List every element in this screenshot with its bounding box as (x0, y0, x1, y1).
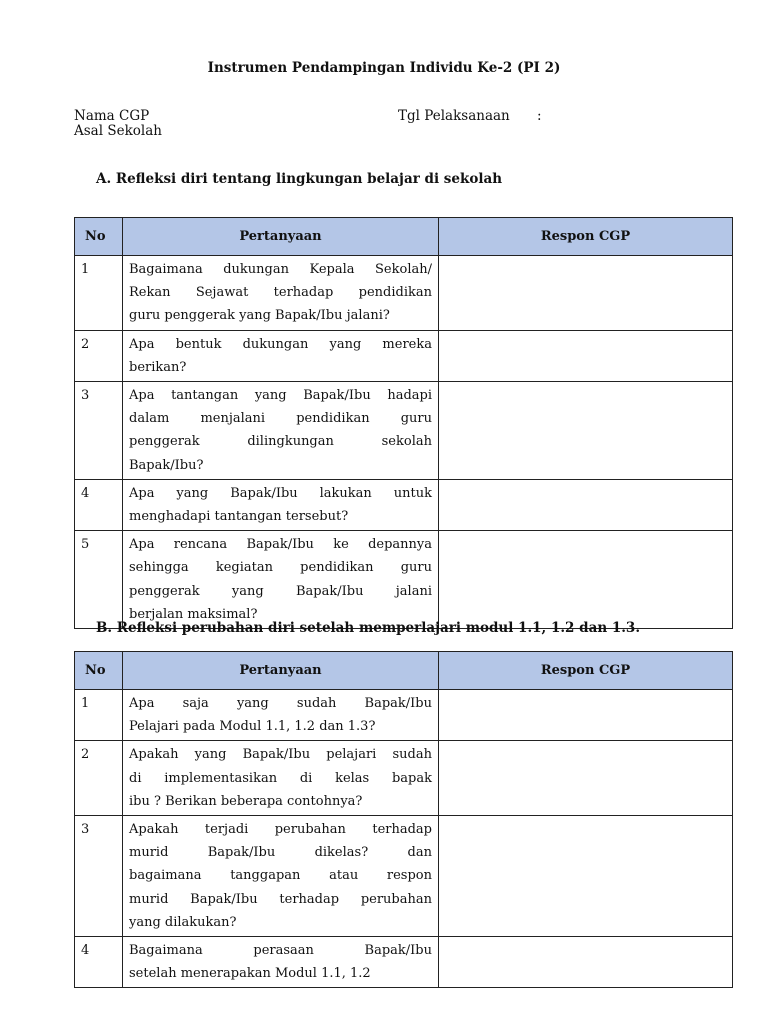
section-a-table (74, 217, 733, 629)
question-line: Rekan Sejawat terhadap pendidikan (129, 285, 432, 301)
question-line: Apakah yang Bapak/Ibu pelajari sudah (129, 747, 432, 763)
question-line: Bagaimana perasaan Bapak/Ibu (129, 943, 432, 959)
question-line: setelah menerapakan Modul 1.1, 1.2 (129, 966, 371, 982)
tgl-pelaksanaan-separator: : (537, 108, 542, 124)
question-line: Bagaimana dukungan Kepala Sekolah/ (129, 262, 432, 277)
question-line: dalam menjalani pendidikan guru (129, 411, 432, 427)
question-line: guru penggerak yang Bapak/Ibu jalani? (129, 308, 390, 324)
table-row (75, 382, 733, 480)
table-header-row (75, 652, 733, 690)
row-number: 4 (75, 479, 123, 530)
question-cell (123, 330, 439, 381)
section-b-title: B. Refleksi perubahan diri setelah memperlajari modul 1.1, 1.2 dan 1.3. (96, 620, 641, 636)
question-cell (123, 256, 439, 331)
section-b-table (74, 651, 733, 988)
row-number: 5 (75, 531, 123, 629)
row-number: 3 (75, 816, 123, 937)
table-row (75, 330, 733, 381)
table-row (75, 741, 733, 816)
question-line: Bapak/Ibu? (129, 457, 204, 473)
response-cell[interactable] (439, 937, 733, 988)
response-cell[interactable] (439, 531, 733, 629)
question-line: menghadapi tantangan tersebut? (129, 509, 349, 525)
row-number: 1 (75, 690, 123, 741)
question-cell (123, 531, 439, 629)
table-row (75, 256, 733, 331)
document-title: Instrumen Pendampingan Individu Ke-2 (PI 2) (207, 60, 561, 76)
table-header-row (75, 218, 733, 256)
question-cell (123, 382, 439, 480)
response-cell[interactable] (439, 816, 733, 937)
question-cell (123, 479, 439, 530)
question-line: Apa bentuk dukungan yang mereka (129, 336, 432, 352)
table-row (75, 937, 733, 988)
question-line: Apa tantangan yang Bapak/Ibu hadapi (129, 388, 432, 404)
question-line: bagaimana tanggapan atau respon (129, 868, 432, 884)
question-line: ibu ? Berikan beberapa contohnya? (129, 793, 363, 809)
question-line: murid Bapak/Ibu terhadap perubahan (129, 891, 432, 907)
question-line: sehingga kegiatan pendidikan guru (129, 560, 432, 576)
response-cell[interactable] (439, 256, 733, 331)
response-cell[interactable] (439, 690, 733, 741)
question-line: Apakah terjadi perubahan terhadap (129, 822, 432, 838)
question-line: di implementasikan di kelas bapak (129, 770, 432, 786)
nama-cgp-label: Nama CGP (74, 108, 150, 124)
question-cell (123, 690, 439, 741)
table-row (75, 690, 733, 741)
question-line: Pelajari pada Modul 1.1, 1.2 dan 1.3? (129, 719, 376, 735)
question-line: Apa yang Bapak/Ibu lakukan untuk (129, 485, 432, 501)
response-cell[interactable] (439, 382, 733, 480)
question-line: murid Bapak/Ibu dikelas? dan (129, 845, 432, 861)
column-header-question: Pertanyaan (123, 218, 439, 256)
question-line: Apa saja yang sudah Bapak/Ibu (129, 696, 432, 711)
asal-sekolah-label: Asal Sekolah (74, 123, 162, 139)
column-header-no: No (75, 218, 123, 256)
table-row (75, 479, 733, 530)
row-number: 1 (75, 256, 123, 331)
response-cell[interactable] (439, 479, 733, 530)
question-line: penggerak dilingkungan sekolah (129, 434, 432, 450)
question-cell (123, 741, 439, 816)
tgl-pelaksanaan-label: Tgl Pelaksanaan (398, 108, 510, 124)
column-header-response: Respon CGP (439, 218, 733, 256)
response-cell[interactable] (439, 741, 733, 816)
column-header-no: No (75, 652, 123, 690)
row-number: 4 (75, 937, 123, 988)
column-header-response: Respon CGP (439, 652, 733, 690)
question-line: Apa rencana Bapak/Ibu ke depannya (129, 537, 432, 553)
question-cell (123, 816, 439, 937)
section-a-title: A. Refleksi diri tentang lingkungan belajar di sekolah (96, 171, 503, 187)
row-number: 3 (75, 382, 123, 480)
question-line: penggerak yang Bapak/Ibu jalani (129, 583, 432, 599)
question-line: berikan? (129, 359, 187, 375)
question-line: berjalan maksimal? (129, 606, 258, 622)
response-cell[interactable] (439, 330, 733, 381)
question-cell (123, 937, 439, 988)
question-line: yang dilakukan? (129, 914, 237, 930)
table-row (75, 531, 733, 629)
column-header-question: Pertanyaan (123, 652, 439, 690)
row-number: 2 (75, 741, 123, 816)
row-number: 2 (75, 330, 123, 381)
table-row (75, 816, 733, 937)
